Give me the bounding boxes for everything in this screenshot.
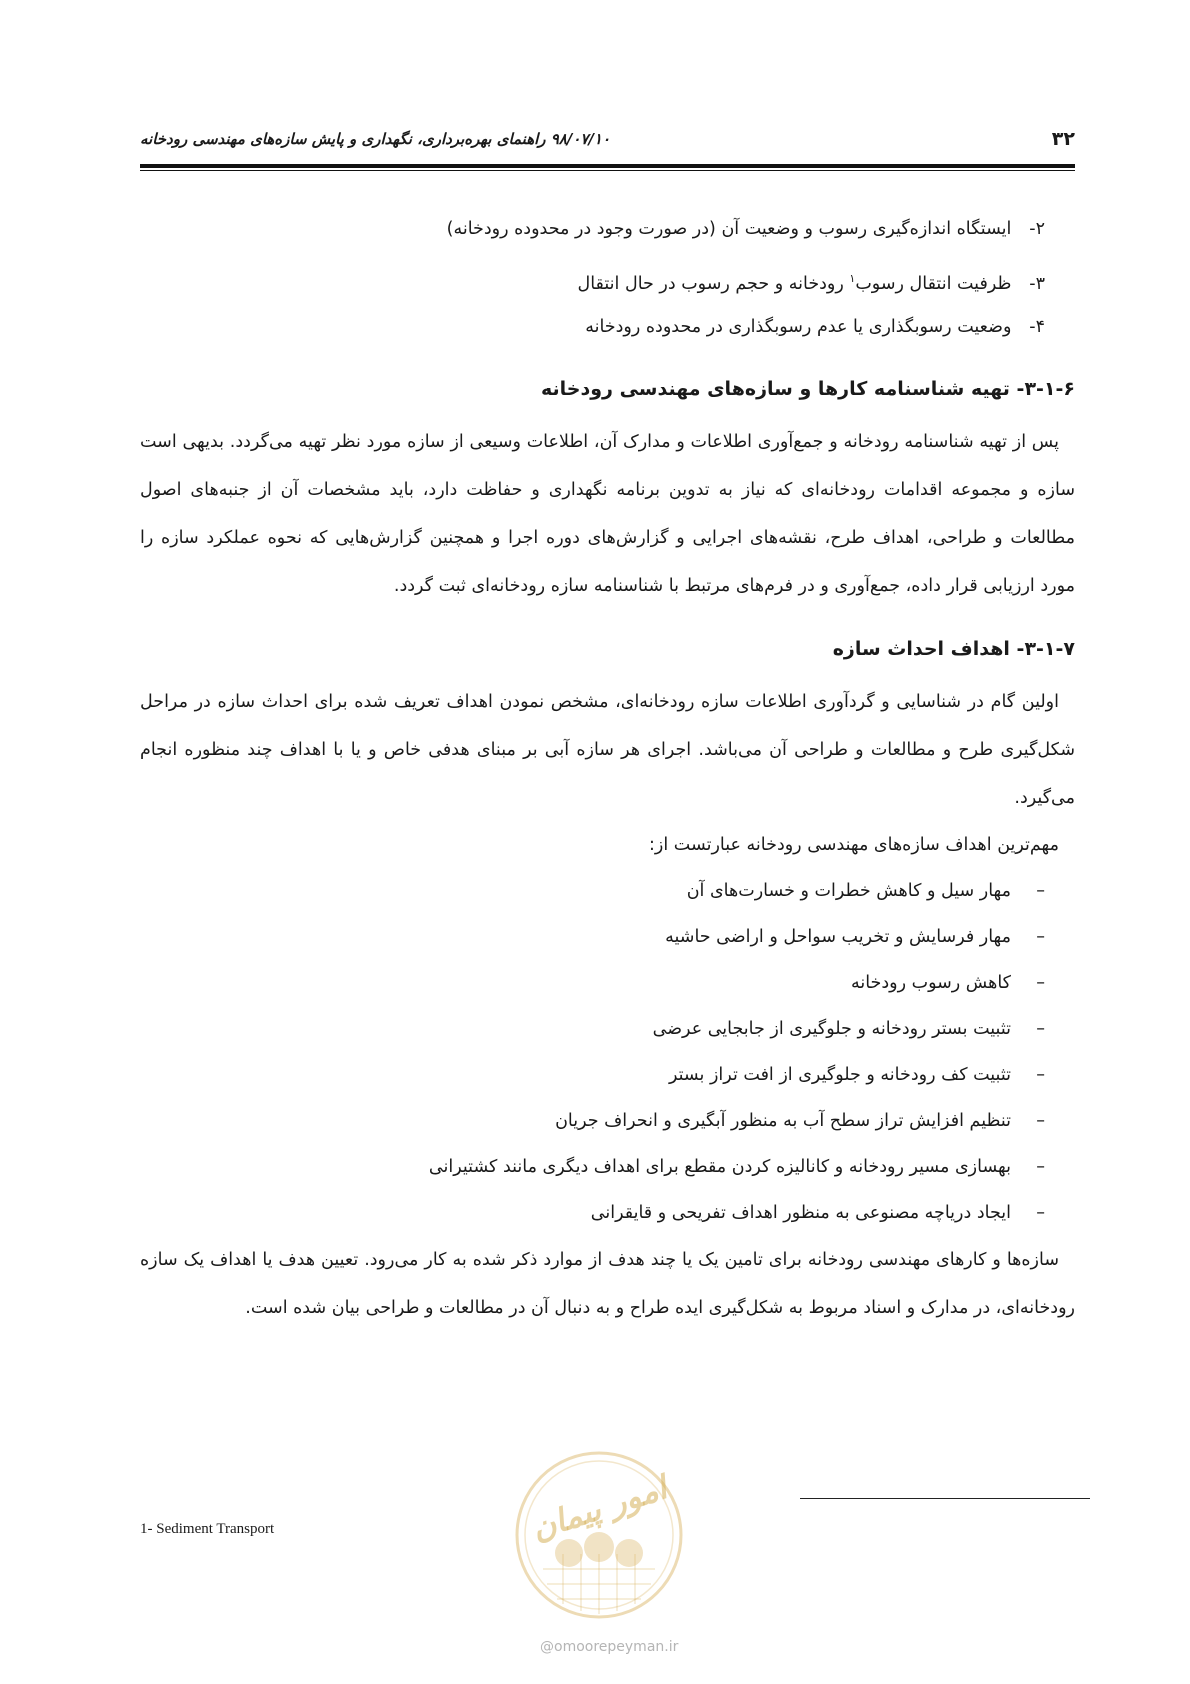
logo-text: امور پیمان (526, 1468, 672, 1548)
item-number: ۳- (1029, 273, 1045, 294)
list-item (140, 868, 1045, 914)
item-text: کاهش رسوب رودخانه (850, 973, 1011, 993)
footnote-rule (800, 1498, 1090, 1499)
page-header (140, 128, 1075, 156)
list-item (140, 303, 1045, 352)
item-text-continued: رودخانه و حجم رسوب در حال انتقال (577, 273, 850, 294)
item-text: مهار سیل و کاهش خطرات و خسارت‌های آن (686, 881, 1011, 901)
bullet-dash: – (1036, 927, 1045, 947)
list-item (140, 254, 1045, 303)
list-item (140, 1052, 1045, 1098)
list-item (140, 960, 1045, 1006)
watermark-site: @omoorepeyman.ir (540, 1639, 679, 1655)
bullet-dash: – (1036, 1111, 1045, 1131)
item-text: بهسازی مسیر رودخانه و کانالیزه کردن مقطع برای اهداف دیگری مانند کشتیرانی (428, 1157, 1011, 1177)
header-rule-thick (140, 164, 1075, 168)
item-text: ایستگاه اندازه‌گیری رسوب و وضعیت آن (در صورت وجود در محدوده رودخانه) (446, 219, 1012, 239)
item-text: ایجاد دریاچه مصنوعی به منظور اهداف تفریحی و قایقرانی (590, 1203, 1011, 1223)
bullet-dash: – (1036, 881, 1045, 901)
section-heading: ۳-۱-۶- تهیه شناسنامه کارها و سازه‌های مهندسی رودخانه (540, 378, 1075, 400)
list-item (140, 205, 1045, 254)
item-number: ۲- (1029, 219, 1045, 239)
watermark-logo (513, 1449, 685, 1621)
item-text: تثبیت بستر رودخانه و جلوگیری از جابجایی عرضی (652, 1019, 1011, 1039)
bullet-dash: – (1036, 973, 1045, 993)
bullet-dash: – (1036, 1203, 1045, 1223)
section-heading: ۳-۱-۷- اهداف احداث سازه (832, 638, 1075, 660)
list-item (140, 1190, 1045, 1236)
item-text: تثبیت کف رودخانه و جلوگیری از افت تراز بستر (669, 1065, 1011, 1085)
list-item (140, 1144, 1045, 1190)
list-item (140, 1006, 1045, 1052)
footnote-ref[interactable]: ۱ (849, 272, 856, 285)
bullet-dash: – (1036, 1019, 1045, 1039)
item-text: ظرفیت انتقال رسوب (855, 273, 1012, 294)
body-paragraph: اولین گام در شناسایی و گردآوری اطلاعات سازه رودخانه‌ای، مشخص نمودن اهداف تعریف شده برای احداث سازه در مراحل شکل‌گیری طرح و مطالعات و طراحی آن می‌باشد. اجرای هر سازه آبی بر مبنای هدفی خاص و یا با اهداف چند منظوره انجام می‌گیرد. (140, 692, 1075, 808)
item-text: مهار فرسایش و تخریب سواحل و اراضی حاشیه (665, 927, 1011, 947)
footnote: 1- Sediment Transport (140, 1521, 275, 1537)
item-text: تنظیم افزایش تراز سطح آب به منظور آبگیری و انحراف جریان (555, 1111, 1011, 1131)
header-rule-thin (140, 170, 1075, 171)
list-intro: مهم‌ترین اهداف سازه‌های مهندسی رودخانه عبارتست از: (649, 835, 1059, 855)
body-paragraph: پس از تهیه شناسنامه رودخانه و جمع‌آوری اطلاعات و مدارک آن، اطلاعات وسیعی از سازه مورد نظر تهیه می‌گردد. بدیهی است سازه و مجموعه اقدامات رودخانه‌ای که نیاز به تدوین برنامه نگهداری و حفاظت دارد، باید مشخصات آن از جنبه‌های اصول مطالعات و طراحی، اهداف طرح، نقشه‌های اجرایی و گزارش‌های دوره اجرا و همچنین گزارش‌هایی که نحوه عملکرد سازه را مورد ارزیابی قرار داده، جمع‌آوری و در فرم‌های مرتبط با شناسنامه سازه رودخانه‌ای ثبت گردد. (140, 432, 1075, 596)
item-text: وضعیت رسوبگذاری یا عدم رسوبگذاری در محدوده رودخانه (585, 317, 1012, 337)
page-number: ۳۲ (1051, 128, 1075, 150)
body-paragraph: سازه‌ها و کارهای مهندسی رودخانه برای تامین یک یا چند هدف از موارد ذکر شده به کار می‌رود. تعیین هدف یا اهداف یک سازه رودخانه‌ای، در مدارک و اسناد مربوط به شکل‌گیری ایده طراح و به دنبال آن در مطالعات و طراحی بیان شده است. (140, 1250, 1075, 1318)
running-title: ۹۸/۰۷/۱۰ راهنمای بهره‌برداری، نگهداری و پایش سازه‌های مهندسی رودخانه (140, 130, 611, 148)
main-content (140, 205, 1075, 1332)
bullet-list (140, 868, 1075, 1236)
bullet-dash: – (1036, 1157, 1045, 1177)
item-number: ۴- (1029, 317, 1045, 337)
bullet-dash: – (1036, 1065, 1045, 1085)
list-item (140, 914, 1045, 960)
list-item (140, 1098, 1045, 1144)
numbered-list (140, 205, 1075, 352)
